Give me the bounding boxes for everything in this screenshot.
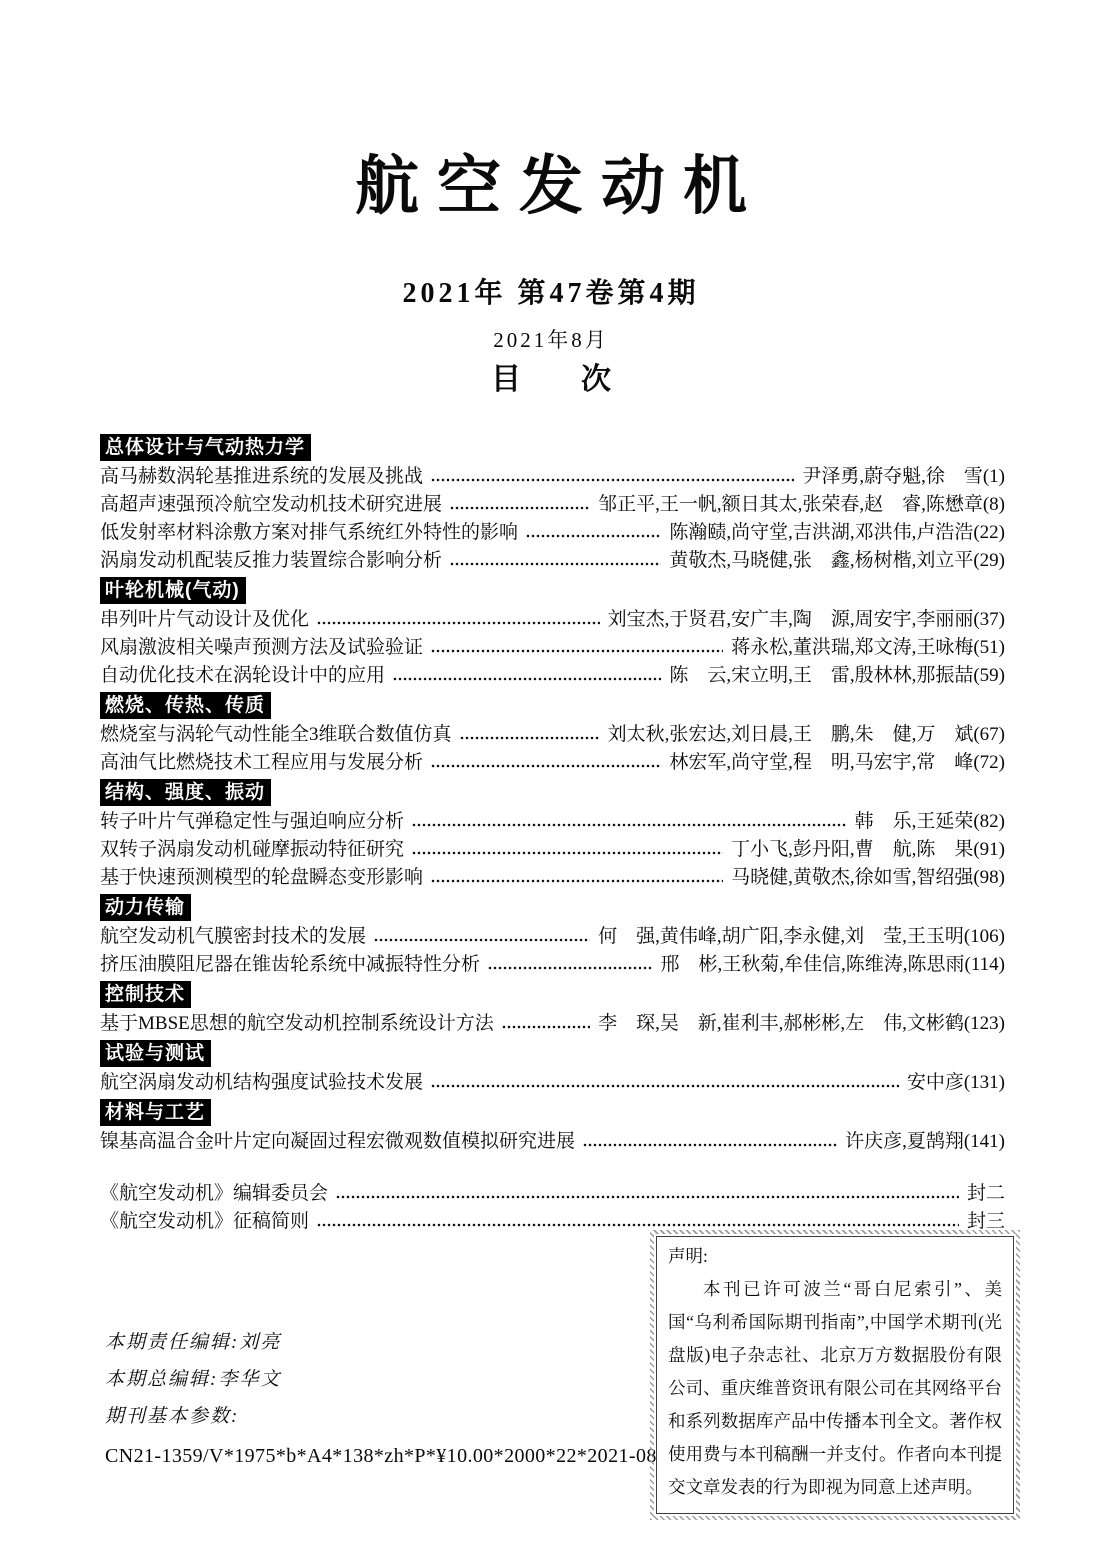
journal-title: 航空发动机 — [355, 151, 765, 222]
article-authors-page — [845, 1128, 1005, 1156]
toc-entry — [100, 749, 1005, 777]
article-title: 低发射率材料涂敷方案对排气系统红外特性的影响 — [100, 522, 519, 543]
article-authors-page — [731, 634, 1005, 662]
article-page: (123) — [963, 1013, 1005, 1034]
article-page: (8) — [982, 494, 1005, 515]
article-page: (59) — [973, 665, 1005, 686]
dot-leader — [412, 851, 723, 855]
section-header: 控制技术 — [100, 981, 191, 1008]
toc-entry — [100, 1010, 1005, 1038]
article-authors-page — [855, 808, 1005, 836]
article-authors-page — [669, 749, 1005, 777]
article-authors: 马晓健,黄敬杰,徐如雪,智绍强 — [731, 867, 974, 888]
article-page: (72) — [973, 752, 1005, 773]
article-authors-page — [669, 519, 1005, 547]
section-header: 动力传输 — [100, 894, 191, 921]
dot-leader — [502, 1025, 590, 1029]
article-authors: 黄敬杰,马晓健,张 鑫,杨树楷,刘立平 — [669, 550, 974, 571]
article-authors: 安中彦 — [906, 1072, 964, 1093]
dot-leader — [450, 506, 590, 510]
article-page: (29) — [973, 550, 1005, 571]
toc-entry — [100, 721, 1005, 749]
article-title: 燃烧室与涡轮气动性能全3维联合数值仿真 — [100, 724, 452, 745]
article-title: 航空涡扇发动机结构强度试验技术发展 — [100, 1072, 424, 1093]
back-matter-list — [100, 1180, 1005, 1236]
article-page: (106) — [963, 926, 1005, 947]
toc-entry — [100, 808, 1005, 836]
dot-leader — [526, 534, 661, 538]
article-authors-page — [731, 836, 1005, 864]
toc-entry — [100, 923, 1005, 951]
article-authors: 韩 乐,王延荣 — [854, 811, 974, 832]
article-title: 风扇激波相关噪声预测方法及试验验证 — [100, 637, 424, 658]
article-authors-page — [731, 864, 1005, 892]
toc-entry — [100, 662, 1005, 690]
copyright-notice-box — [650, 1230, 1020, 1520]
article-title: 镍基高温合金叶片定向凝固过程宏微观数值模拟研究进展 — [100, 1131, 576, 1152]
duty-editor-line: 本期责任编辑:刘亮 — [105, 1332, 282, 1353]
article-page: (67) — [973, 724, 1005, 745]
toc-entry — [100, 491, 1005, 519]
article-authors-page — [907, 1069, 1005, 1097]
article-authors: 林宏军,尚守堂,程 明,马宏宇,常 峰 — [669, 752, 974, 773]
article-page: (82) — [973, 811, 1005, 832]
article-title: 高油气比燃烧技术工程应用与发展分析 — [100, 752, 424, 773]
article-authors: 何 强,黄伟峰,胡广阳,李永健,刘 莹,王玉明 — [598, 926, 964, 947]
article-authors: 刘太秋,张宏达,刘日晨,王 鹏,朱 健,万 斌 — [607, 724, 974, 745]
article-title: 挤压油膜阻尼器在锥齿轮系统中减振特性分析 — [100, 954, 481, 975]
article-title: 涡扇发动机配装反推力装置综合影响分析 — [100, 550, 443, 571]
dot-leader — [412, 823, 847, 827]
masthead — [0, 0, 1102, 398]
article-authors: 陈瀚赜,尚守堂,吉洪湖,邓洪伟,卢浩浩 — [669, 522, 974, 543]
dot-leader — [317, 621, 600, 625]
article-authors-page — [608, 721, 1005, 749]
article-authors-page — [598, 923, 1005, 951]
article-title: 自动优化技术在涡轮设计中的应用 — [100, 665, 386, 686]
article-title: 航空发动机气膜密封技术的发展 — [100, 926, 367, 947]
article-authors-page — [661, 951, 1005, 979]
toc-entry — [100, 1069, 1005, 1097]
dot-leader — [450, 562, 661, 566]
toc-entry — [100, 547, 1005, 575]
dot-leader — [374, 938, 590, 942]
back-matter-page: 封二 — [966, 1183, 1005, 1204]
article-title: 串列叶片气动设计及优化 — [100, 609, 310, 630]
article-title: 高超声速强预冷航空发动机技术研究进展 — [100, 494, 443, 515]
article-authors: 邹正平,王一帆,额日其太,张荣春,赵 睿,陈懋章 — [598, 494, 983, 515]
article-authors: 蒋永松,董洪瑞,郑文涛,王咏梅 — [731, 637, 974, 658]
dot-leader — [583, 1143, 837, 1147]
section-header: 材料与工艺 — [100, 1099, 211, 1126]
article-authors: 许庆彦,夏鹄翔 — [845, 1131, 964, 1152]
article-title: 基于快速预测模型的轮盘瞬态变形影响 — [100, 867, 424, 888]
dot-leader — [431, 764, 661, 768]
article-page: (51) — [973, 637, 1005, 658]
back-matter-title: 《航空发动机》征稿简则 — [100, 1211, 310, 1232]
toc-entry — [100, 864, 1005, 892]
editor-info — [105, 1324, 657, 1471]
article-title: 高马赫数涡轮基推进系统的发展及挑战 — [100, 466, 424, 487]
article-title: 双转子涡扇发动机碰摩振动特征研究 — [100, 839, 405, 860]
article-authors-page — [598, 1010, 1005, 1038]
page-footer — [100, 1236, 1012, 1536]
article-authors: 尹泽勇,蔚夺魁,徐 雪 — [802, 466, 983, 487]
dot-leader — [488, 966, 653, 970]
article-title: 基于MBSE思想的航空发动机控制系统设计方法 — [100, 1013, 494, 1034]
article-authors-page — [669, 662, 1005, 690]
section-header: 燃烧、传热、传质 — [100, 692, 271, 719]
dot-leader — [431, 1084, 899, 1088]
article-authors: 李 琛,吴 新,崔利丰,郝彬彬,左 伟,文彬鹤 — [598, 1013, 964, 1034]
article-authors: 陈 云,宋立明,王 雷,殷林林,那振喆 — [669, 665, 974, 686]
article-authors: 邢 彬,王秋菊,牟佳信,陈维涛,陈思雨 — [660, 954, 965, 975]
issue-line: 2021年 第47卷第4期 — [402, 278, 700, 309]
article-authors: 丁小飞,彭丹阳,曹 航,陈 果 — [731, 839, 974, 860]
section-header: 试验与测试 — [100, 1040, 211, 1067]
journal-params-label: 期刊基本参数: — [105, 1406, 240, 1427]
dot-leader — [431, 649, 723, 653]
toc-entry — [100, 836, 1005, 864]
journal-params-value: CN21-1359/V*1975*b*A4*138*zh*P*¥10.00*2000*22*2021-08 — [105, 1445, 657, 1467]
dot-leader — [317, 1223, 959, 1227]
toc-entry — [100, 951, 1005, 979]
article-authors-page — [608, 606, 1005, 634]
toc-entry — [100, 634, 1005, 662]
date-line: 2021年8月 — [493, 328, 609, 352]
article-page: (37) — [973, 609, 1005, 630]
toc-entry — [100, 463, 1005, 491]
article-page: (131) — [963, 1072, 1005, 1093]
article-authors-page — [598, 491, 1005, 519]
back-matter-title: 《航空发动机》编辑委员会 — [100, 1183, 329, 1204]
toc-list — [100, 434, 1005, 1236]
article-authors: 刘宝杰,于贤君,安广丰,陶 源,周安宇,李丽丽 — [607, 609, 974, 630]
section-header: 总体设计与气动热力学 — [100, 434, 311, 461]
article-page: (1) — [982, 466, 1005, 487]
article-page: (22) — [973, 522, 1005, 543]
section-header: 结构、强度、振动 — [100, 779, 271, 806]
dot-leader — [431, 879, 723, 883]
toc-title: 目 次 — [491, 363, 611, 396]
toc-entry — [100, 606, 1005, 634]
back-matter-page: 封三 — [966, 1211, 1005, 1232]
article-page: (141) — [963, 1131, 1005, 1152]
article-page: (98) — [973, 867, 1005, 888]
chief-editor-line: 本期总编辑:李华文 — [105, 1369, 282, 1390]
toc-entry — [100, 519, 1005, 547]
toc-entry — [100, 1180, 1005, 1208]
article-title: 转子叶片气弹稳定性与强迫响应分析 — [100, 811, 405, 832]
notice-label: 声明: — [668, 1246, 708, 1266]
dot-leader — [460, 736, 600, 740]
section-header: 叶轮机械(气动) — [100, 577, 246, 604]
dot-leader — [431, 478, 794, 482]
toc-entry — [100, 1128, 1005, 1156]
article-authors-page — [669, 547, 1005, 575]
copyright-notice — [656, 1236, 1014, 1514]
notice-body: 本刊已许可波兰“哥白尼索引”、美国“乌利希国际期刊指南”,中国学术期刊(光盘版)电子杂志社、北京万方数据股份有限公司、重庆维普资讯有限公司在其网络平台和系列数据库产品中传播本刊全文。著作权使用费与本刊稿酬一并支付。作者向本刊提交文章发表的行为即视为同意上述声明。 — [668, 1279, 1002, 1497]
dot-leader — [393, 677, 661, 681]
article-authors-page — [802, 463, 1005, 491]
article-page: (91) — [973, 839, 1005, 860]
article-page: (114) — [964, 954, 1005, 975]
dot-leader — [336, 1195, 959, 1199]
